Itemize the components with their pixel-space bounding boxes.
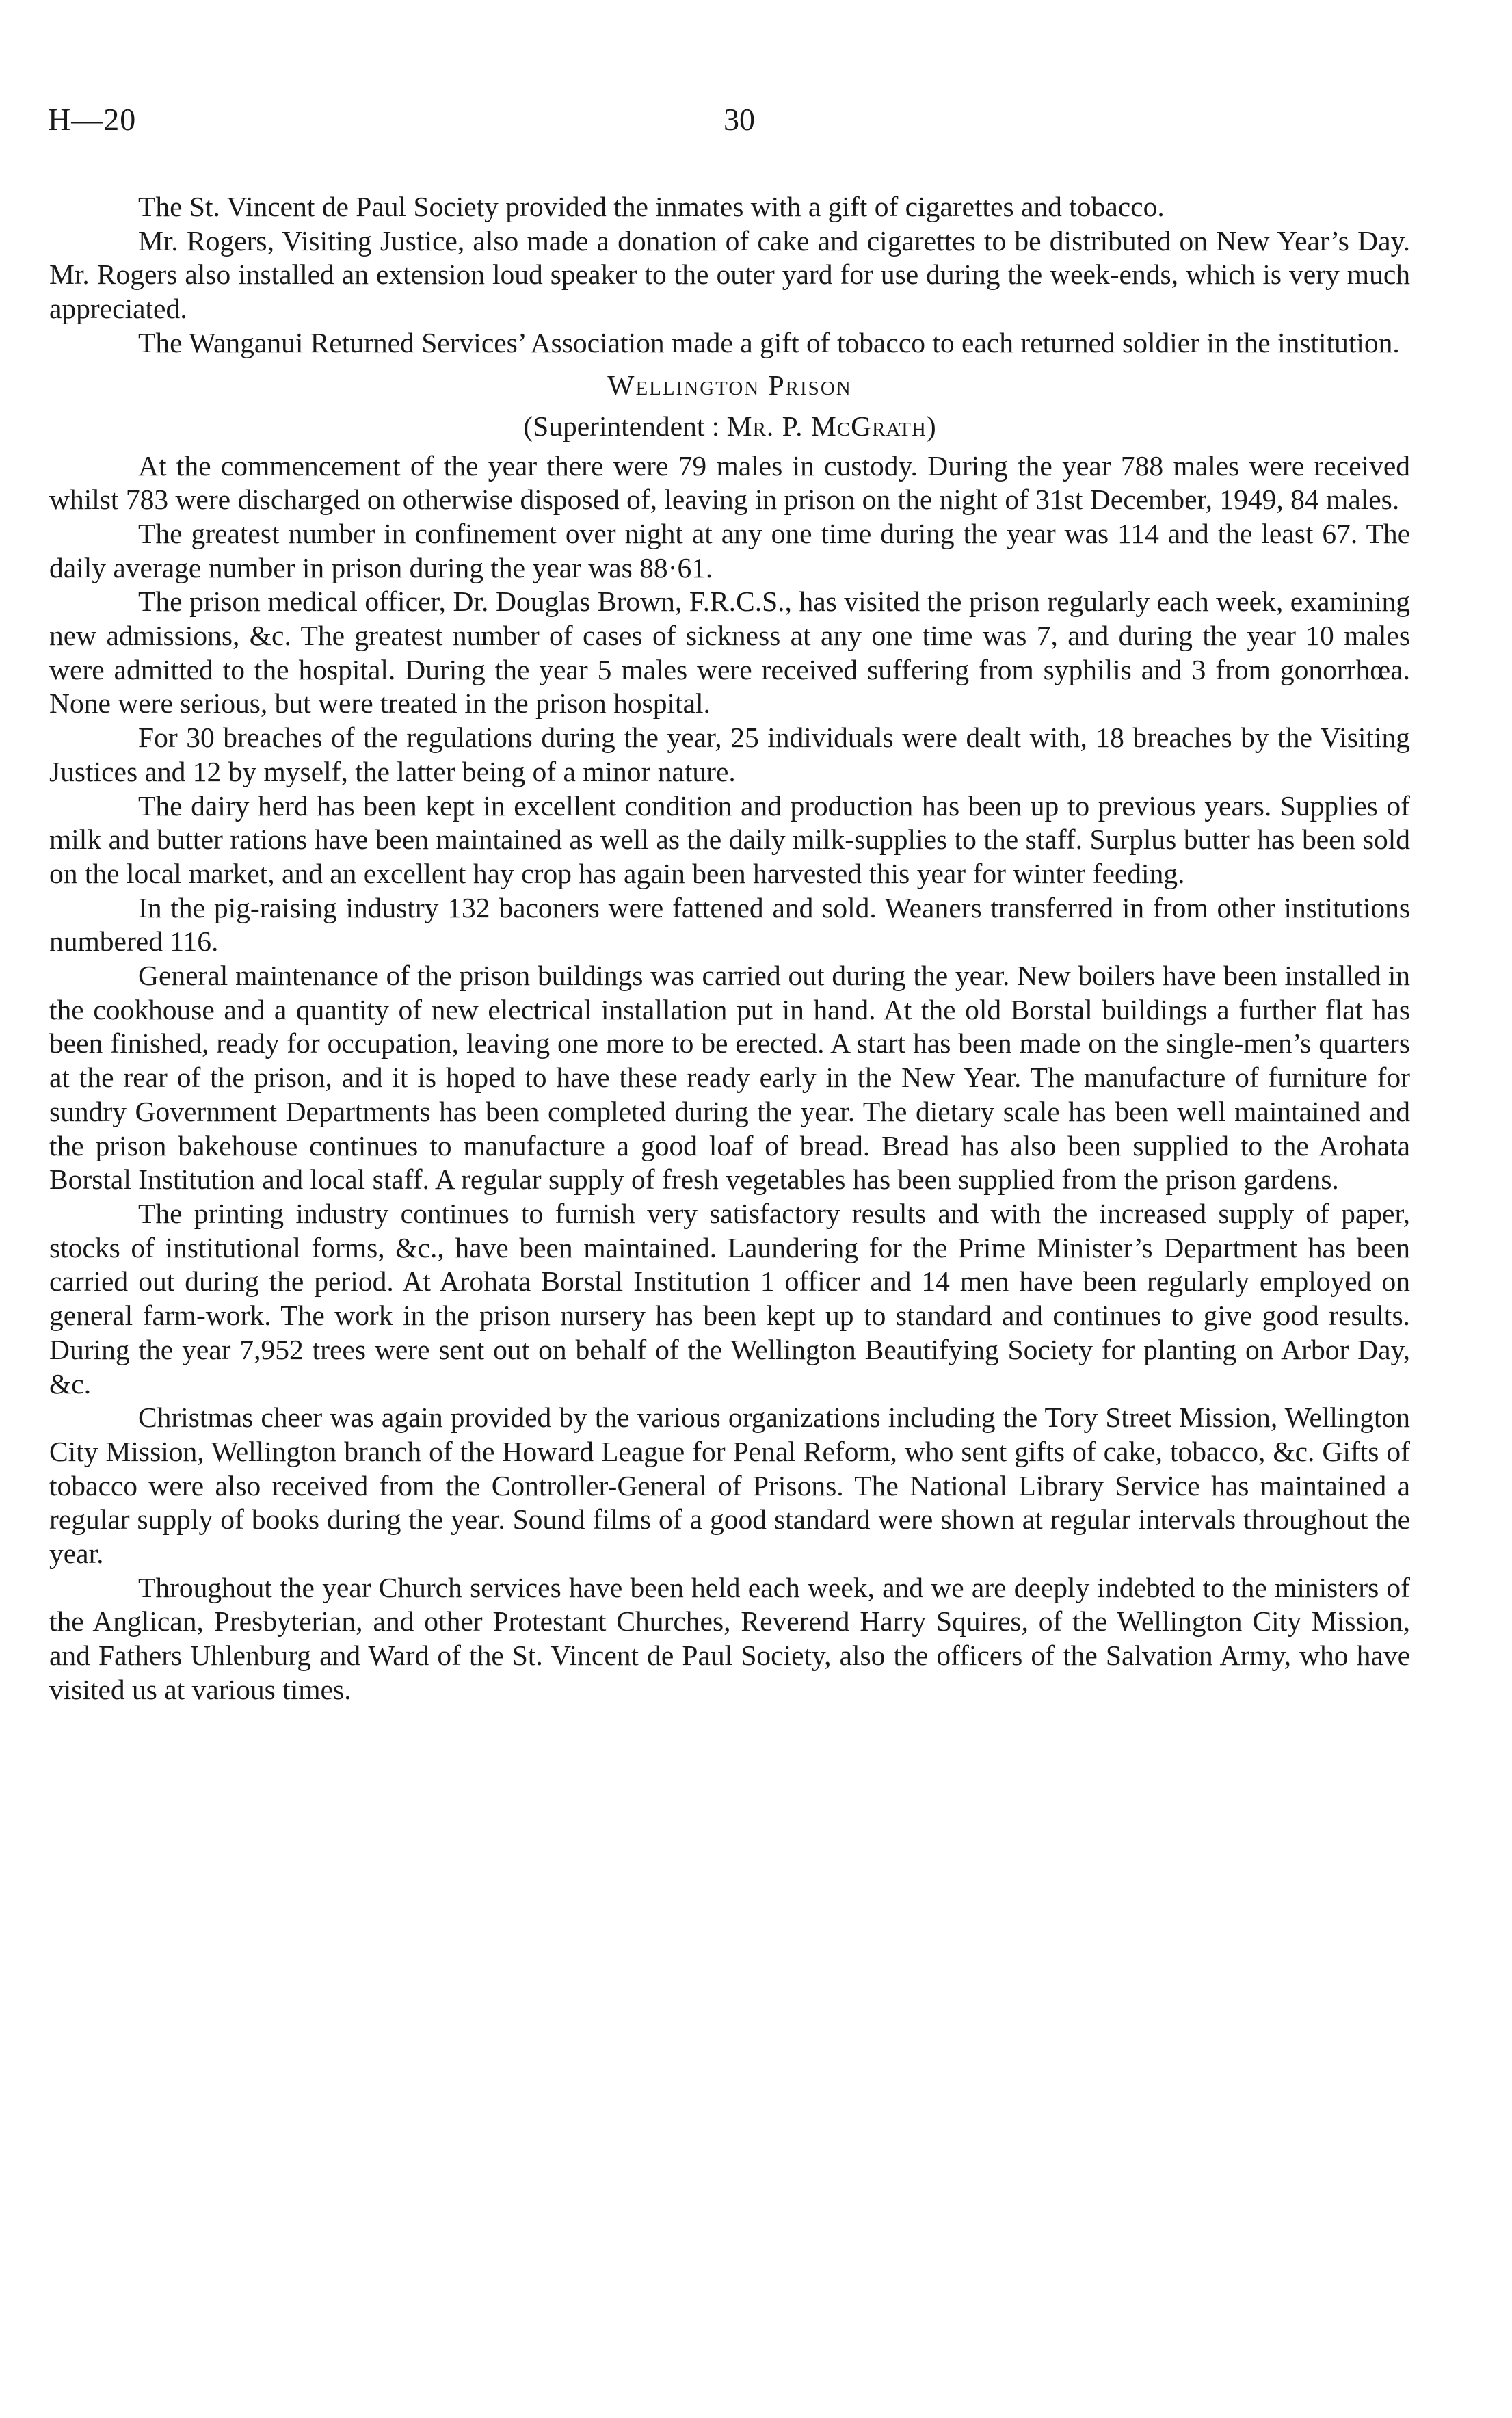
paragraph-rogers-donation: Mr. Rogers, Visiting Justice, also made a donation of cake and cigarettes to be distributed on New Year’s Day. Mr. Rogers also installed an extension loud speaker to the outer yard for use during the week-ends, which is very much appreciated. <box>49 224 1410 325</box>
paragraph-church-services: Throughout the year Church services have been held each week, and we are deeply indebted to the ministers of the Anglican, Presbyterian, and other Protestant Churches, Reverend Harry Squires, of the Wellington City Mission, and Fathers Uhlenburg and Ward of the St. Vincent de Paul Society, also the officers of the Salvation Army, who have visited us at various times. <box>49 1571 1410 1705</box>
paragraph-pig-raising: In the pig-raising industry 132 baconers were fattened and sold. Weaners transferred in from other institutions numbered 116. <box>49 891 1410 958</box>
superintendent-label: (Superintendent : <box>523 410 720 442</box>
document-reference: H—20 <box>48 102 137 137</box>
paragraph-dairy-herd: The dairy herd has been kept in excellent condition and production has been up to previous years. Supplies of milk and butter rations have been maintained as well as the daily milk-supplies to the staff. Surplus butter has been sold on the local market, and an excellent hay crop has again been harvested this year for winter feeding. <box>49 789 1410 889</box>
paragraph-confinement-average: The greatest number in confinement over night at any one time during the year was 114 and the least 67. The daily average number in prison during the year was 88·61. <box>49 517 1410 583</box>
paragraph-printing-industry: The printing industry continues to furnish very satisfactory results and with the increased supply of paper, stocks of institutional forms, &c., have been maintained. Laundering for the Prime Minister’s Department has been carried out during the period. At Arohata Borstal Institution 1 officer and 14 men have been regularly employed on general farm-work. The work in the prison nursery has been kept up to standard and continues to give good results. During the year 7,952 trees were sent out on behalf of the Wellington Beautifying Society for planting on Arbor Day, &c. <box>49 1197 1410 1399</box>
section-superintendent <box>49 406 1410 447</box>
superintendent-close: ) <box>926 410 936 442</box>
paragraph-custody-numbers: At the commencement of the year there were 79 males in custody. During the year 788 males were received whilst 783 were discharged on otherwise disposed of, leaving in prison on the night of 31st December, 1949, 84 males. <box>49 449 1410 516</box>
section-heading: Wellington Prison <box>607 369 852 401</box>
paragraph-christmas-cheer: Christmas cheer was again provided by the various organizations including the Tory Street Mission, Wellington City Mission, Wellington branch of the Howard League for Penal Reform, who sent gifts of cake, tobacco, &c. Gifts of tobacco were also received from the Controller-General of Prisons. The National Library Service has maintained a regular supply of books during the year. Sound films of a good standard were shown at regular intervals throughout the year. <box>49 1402 1410 1570</box>
paragraph-vincent-de-paul: The St. Vincent de Paul Society provided the inmates with a gift of cigarettes and tobacco. <box>138 191 1165 222</box>
paragraph-breaches: For 30 breaches of the regulations during the year, 25 individuals were dealt with, 18 breaches by the Visiting Justices and 12 by myself, the latter being of a minor nature. <box>49 722 1410 787</box>
paragraph-maintenance: General maintenance of the prison buildings was carried out during the year. New boilers have been installed in the cookhouse and a quantity of new electrical installation put in hand. At the old Borstal buildings a further flat has been finished, ready for occupation, leaving one more to be erected. A start has been made on the single-men’s quarters at the rear of the prison, and it is hoped to have these ready early in the New Year. The manufacture of furniture for sundry Government Departments has been completed during the year. The dietary scale has been well maintained and the prison bakehouse continues to manufacture a good loaf of bread. Bread has also been supplied to the Arohata Borstal Institution and local staff. A regular supply of fresh vegetables has been supplied from the prison gardens. <box>49 960 1410 1196</box>
paragraph-wanganui-rsa: The Wanganui Returned Services’ Association made a gift of tobacco to each returned soldier in the institution. <box>138 326 1400 358</box>
report-body <box>49 190 1410 1707</box>
page-header <box>48 101 1416 149</box>
superintendent-name: Mr. P. McGrath <box>726 410 927 442</box>
page-number: 30 <box>724 102 755 137</box>
paragraph-medical-officer: The prison medical officer, Dr. Douglas Brown, F.R.C.S., has visited the prison regularly each week, examining new admissions, &c. The greatest number of cases of sickness at any one time was 7, and during the year 10 males were admitted to the hospital. During the year 5 males were received suffering from syphilis and 3 from gonorrhœa. None were serious, but were treated in the prison hospital. <box>49 586 1410 720</box>
